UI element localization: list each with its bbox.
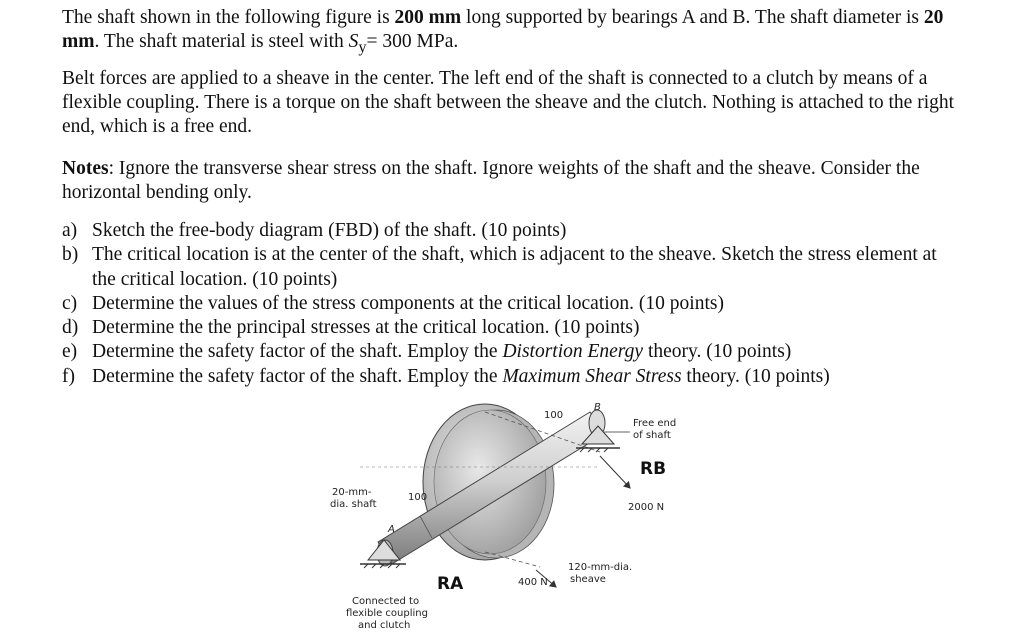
text: theory. (10 points)	[681, 365, 830, 387]
question-d	[62, 316, 962, 340]
belt-forces-paragraph: Belt forces are applied to a sheave in the center. The left end of the shaft is connected to a clutch by means of a flexible coupling. There is a torque on the shaft between the sheave and the clutch. Nothing is attached to the right end, which is a free end.	[62, 68, 955, 137]
question-text: Determine the values of the stress components at the critical location. (10 points)	[92, 292, 724, 314]
text: The shaft shown in the following figure is	[62, 7, 395, 28]
question-label: e)	[62, 341, 78, 363]
question-label: b)	[62, 244, 79, 266]
theory-name: Maximum Shear Stress	[502, 365, 682, 387]
question-list	[62, 219, 962, 389]
reaction-rb: RB	[640, 459, 667, 479]
question-text: Determine the the principal stresses at the critical location. (10 points)	[92, 317, 640, 339]
shaft-figure	[300, 392, 720, 643]
shaft-diameter: 20 mm	[62, 7, 944, 52]
text: . The shaft material is steel with	[94, 31, 349, 52]
question-text: The critical location is at the center of the shaft, which is adjacent to the sheave. Sketch the stress element at the critical location. (10 points)	[92, 244, 937, 290]
question-label: c)	[62, 292, 78, 314]
coupling-label: and clutch	[358, 620, 411, 631]
text: long supported by bearings A and B. The shaft diameter is	[461, 7, 924, 28]
question-text	[92, 340, 962, 364]
yield-subscript: y	[358, 37, 367, 56]
problem-statement	[62, 6, 982, 59]
notes-text: : Ignore the transverse shear stress on the shaft. Ignore weights of the shaft and the sheave. Consider the horizontal bending only.	[62, 158, 920, 203]
text: Determine the safety factor of the shaft. Employ the	[92, 365, 503, 387]
label-a: A	[388, 524, 395, 535]
dimension-top: 100	[544, 410, 564, 421]
yield-symbol: S	[348, 31, 359, 52]
force-2000-arrow	[600, 456, 630, 488]
shaft-label: dia. shaft	[330, 499, 377, 510]
coupling-label: Connected to	[352, 596, 420, 607]
reaction-ra: RA	[437, 574, 464, 594]
dimension-mid: 100	[408, 492, 428, 503]
question-f	[62, 365, 962, 389]
question-c	[62, 292, 962, 316]
question-e	[62, 340, 962, 364]
free-end-label: of shaft	[633, 430, 671, 441]
notes-label: Notes	[62, 158, 109, 179]
yield-value: = 300 MPa.	[366, 31, 459, 52]
question-text: Sketch the free-body diagram (FBD) of the shaft. (10 points)	[92, 220, 567, 241]
notes-paragraph	[62, 157, 982, 205]
question-label: a)	[62, 220, 78, 241]
question-label: d)	[62, 317, 79, 339]
question-a	[62, 219, 962, 243]
question-b	[62, 243, 962, 292]
force-right-label: 2000 N	[628, 502, 665, 513]
question-label: f)	[62, 365, 75, 387]
shaft-label: 20-mm-	[332, 487, 372, 498]
question-text	[92, 365, 962, 389]
sheave-label: 120-mm-dia.	[568, 562, 633, 573]
text: Determine the safety factor of the shaft. Employ the	[92, 341, 503, 363]
force-bottom-label: 400 N	[518, 577, 548, 588]
coupling-label: flexible coupling	[346, 608, 428, 619]
text: theory. (10 points)	[643, 341, 792, 363]
label-b: B	[594, 402, 601, 413]
sheave-label: sheave	[570, 574, 606, 585]
theory-name: Distortion Energy	[502, 341, 644, 363]
shaft-length: 200 mm	[394, 7, 462, 28]
free-end-label: Free end	[633, 418, 677, 429]
